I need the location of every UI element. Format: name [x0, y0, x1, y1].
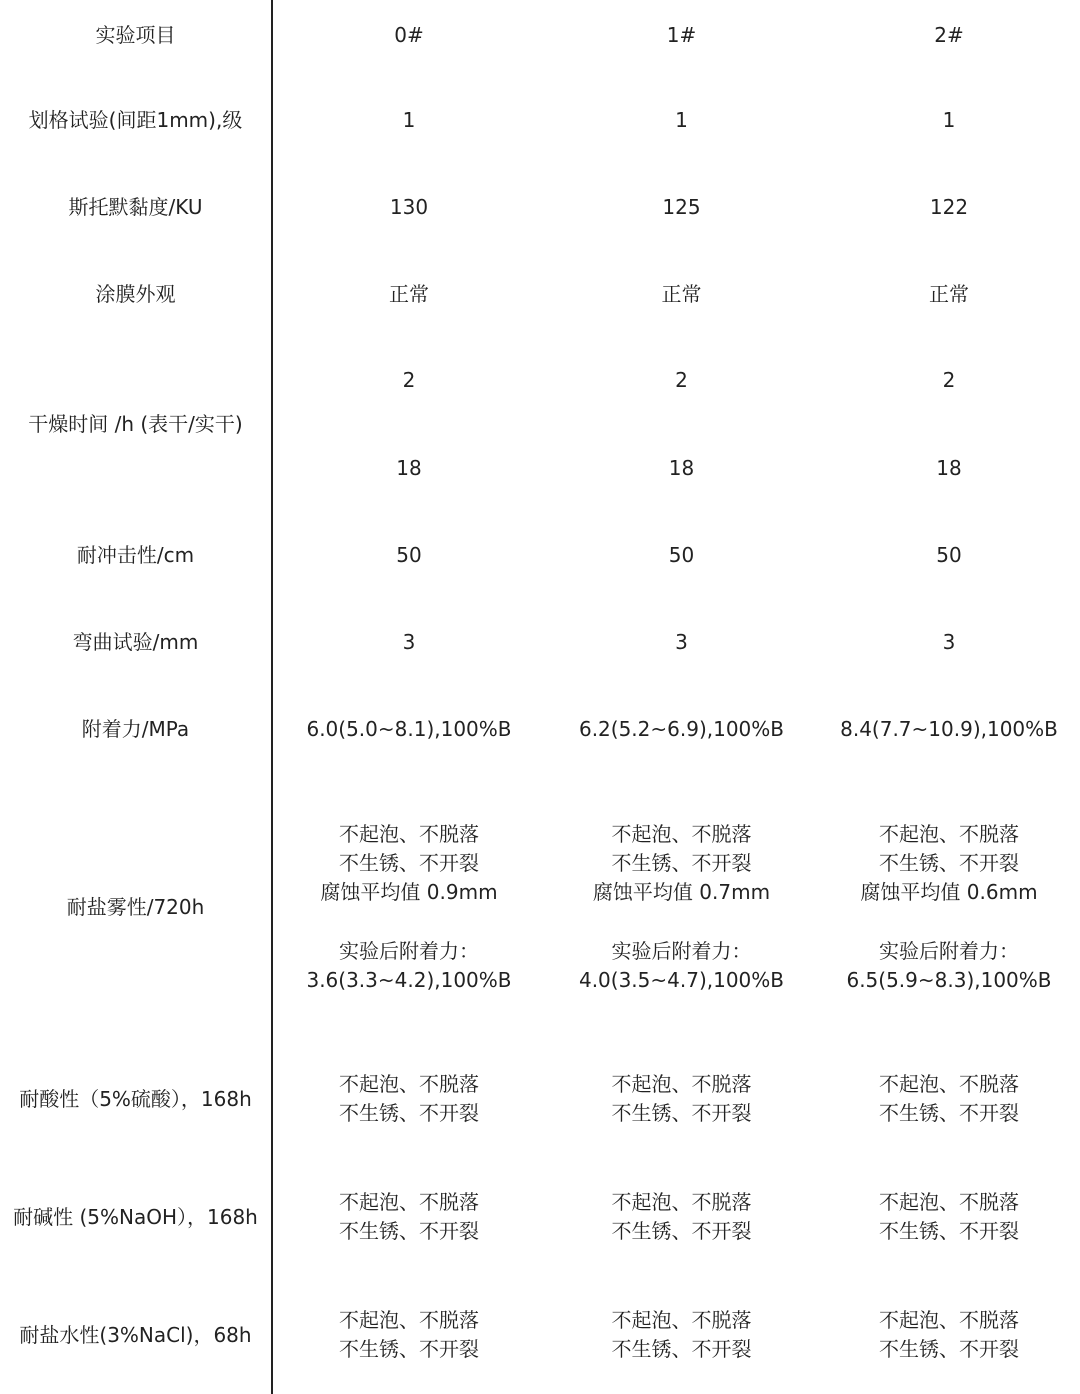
table-row — [0, 1300, 1080, 1370]
value-cell: 1 — [675, 107, 688, 132]
table-row — [0, 1182, 1080, 1252]
value-cell — [273, 1300, 545, 1370]
value-cell — [545, 352, 818, 497]
table-row — [0, 800, 1080, 1015]
value-cell: 正常 — [389, 281, 429, 306]
value-cell: 正常 — [929, 281, 969, 306]
result-line: 不生锈、不开裂 — [339, 1337, 479, 1361]
result-line: 不起泡、不脱落 — [611, 1190, 752, 1214]
table-row — [0, 85, 1080, 155]
value-cell: 125 — [662, 194, 701, 219]
row-label: 划格试验(间距1mm),级 — [28, 107, 243, 132]
result-line: 不起泡、不脱落 — [611, 1072, 752, 1096]
value-cell: 3 — [942, 629, 956, 654]
header-sample-0: 0# — [394, 22, 424, 47]
result-line: 不起泡、不脱落 — [879, 1072, 1019, 1096]
row-label: 斯托默黏度/KU — [68, 194, 203, 219]
value-cell — [545, 800, 818, 1015]
result-line: 不起泡、不脱落 — [339, 1308, 479, 1332]
result-line: 不生锈、不开裂 — [879, 1101, 1019, 1125]
result-line: 不生锈、不开裂 — [879, 1337, 1019, 1361]
value-cell: 50 — [396, 542, 422, 567]
result-line: 不起泡、不脱落 — [339, 1190, 479, 1214]
surface-dry-value: 2 — [942, 368, 956, 392]
result-line: 3.6(3.3~4.2),100%B — [306, 968, 512, 992]
result-line: 实验后附着力： — [879, 939, 1019, 963]
table-row — [0, 259, 1080, 329]
table-row — [0, 607, 1080, 677]
result-line: 不起泡、不脱落 — [339, 1072, 479, 1096]
row-label: 耐冲击性/cm — [76, 542, 195, 567]
surface-dry-value: 2 — [675, 368, 688, 392]
value-cell — [818, 800, 1080, 1015]
value-cell: 8.4(7.7~10.9),100%B — [840, 716, 1058, 741]
hard-dry-value: 18 — [396, 456, 422, 480]
row-label: 耐酸性（5%硫酸），168h — [19, 1086, 252, 1111]
row-label: 涂膜外观 — [95, 281, 176, 306]
result-line: 不起泡、不脱落 — [879, 1190, 1019, 1214]
row-label: 耐盐水性(3%NaCl)，68h — [19, 1322, 252, 1347]
value-cell — [818, 1064, 1080, 1134]
value-cell: 6.0(5.0~8.1),100%B — [306, 716, 512, 741]
value-cell: 50 — [668, 542, 695, 567]
value-cell: 50 — [936, 542, 962, 567]
surface-dry-value: 2 — [402, 368, 416, 392]
value-cell: 130 — [389, 194, 429, 219]
result-line: 不起泡、不脱落 — [879, 1308, 1019, 1332]
result-line: 4.0(3.5~4.7),100%B — [578, 968, 785, 992]
result-line: 不起泡、不脱落 — [611, 1308, 752, 1332]
row-label: 附着力/MPa — [81, 716, 190, 741]
row-label: 干燥时间 /h (表干/实干) — [28, 412, 243, 436]
value-cell: 3 — [675, 629, 688, 654]
value-cell — [818, 1182, 1080, 1252]
result-line: 不生锈、不开裂 — [339, 1101, 479, 1125]
result-line: 腐蚀平均值 0.6mm — [860, 880, 1038, 904]
table-row — [0, 172, 1080, 242]
value-cell: 正常 — [661, 281, 702, 306]
table-row — [0, 352, 1080, 497]
value-cell — [273, 800, 545, 1015]
value-cell: 1 — [402, 107, 416, 132]
result-line: 6.5(5.9~8.3),100%B — [846, 968, 1052, 992]
value-cell — [818, 352, 1080, 497]
value-cell — [273, 1064, 545, 1134]
result-line: 不生锈、不开裂 — [339, 1219, 479, 1243]
value-cell — [545, 1300, 818, 1370]
result-line: 不生锈、不开裂 — [879, 851, 1019, 875]
value-cell — [273, 1182, 545, 1252]
value-cell: 122 — [929, 194, 969, 219]
value-cell: 3 — [402, 629, 416, 654]
row-label: 耐碱性 (5%NaOH），168h — [13, 1204, 258, 1229]
result-line: 实验后附着力： — [339, 939, 479, 963]
header-row — [0, 0, 1080, 70]
value-cell — [545, 1182, 818, 1252]
header-item-cell: 实验项目 — [95, 22, 176, 47]
result-line: 不起泡、不脱落 — [339, 822, 479, 846]
hard-dry-value: 18 — [668, 456, 695, 480]
result-line: 不生锈、不开裂 — [611, 1101, 752, 1125]
result-line: 腐蚀平均值 0.9mm — [320, 880, 498, 904]
value-cell — [545, 1064, 818, 1134]
result-line: 不生锈、不开裂 — [611, 851, 752, 875]
table-row — [0, 1064, 1080, 1134]
hard-dry-value: 18 — [936, 456, 962, 480]
row-label: 耐盐雾性/720h — [66, 895, 205, 919]
value-cell: 1 — [942, 107, 956, 132]
result-line: 腐蚀平均值 0.7mm — [592, 880, 771, 904]
result-line: 不起泡、不脱落 — [879, 822, 1019, 846]
result-line: 不起泡、不脱落 — [611, 822, 752, 846]
result-line: 实验后附着力： — [611, 939, 752, 963]
result-line: 不生锈、不开裂 — [611, 1219, 752, 1243]
value-cell — [818, 1300, 1080, 1370]
header-sample-2: 2# — [934, 22, 964, 47]
row-label: 弯曲试验/mm — [72, 629, 199, 654]
table-row — [0, 694, 1080, 764]
value-cell — [273, 352, 545, 497]
value-cell: 6.2(5.2~6.9),100%B — [578, 716, 785, 741]
result-line: 不生锈、不开裂 — [339, 851, 479, 875]
header-sample-1: 1# — [666, 22, 697, 47]
result-line: 不生锈、不开裂 — [611, 1337, 752, 1361]
table-row — [0, 520, 1080, 590]
result-line: 不生锈、不开裂 — [879, 1219, 1019, 1243]
